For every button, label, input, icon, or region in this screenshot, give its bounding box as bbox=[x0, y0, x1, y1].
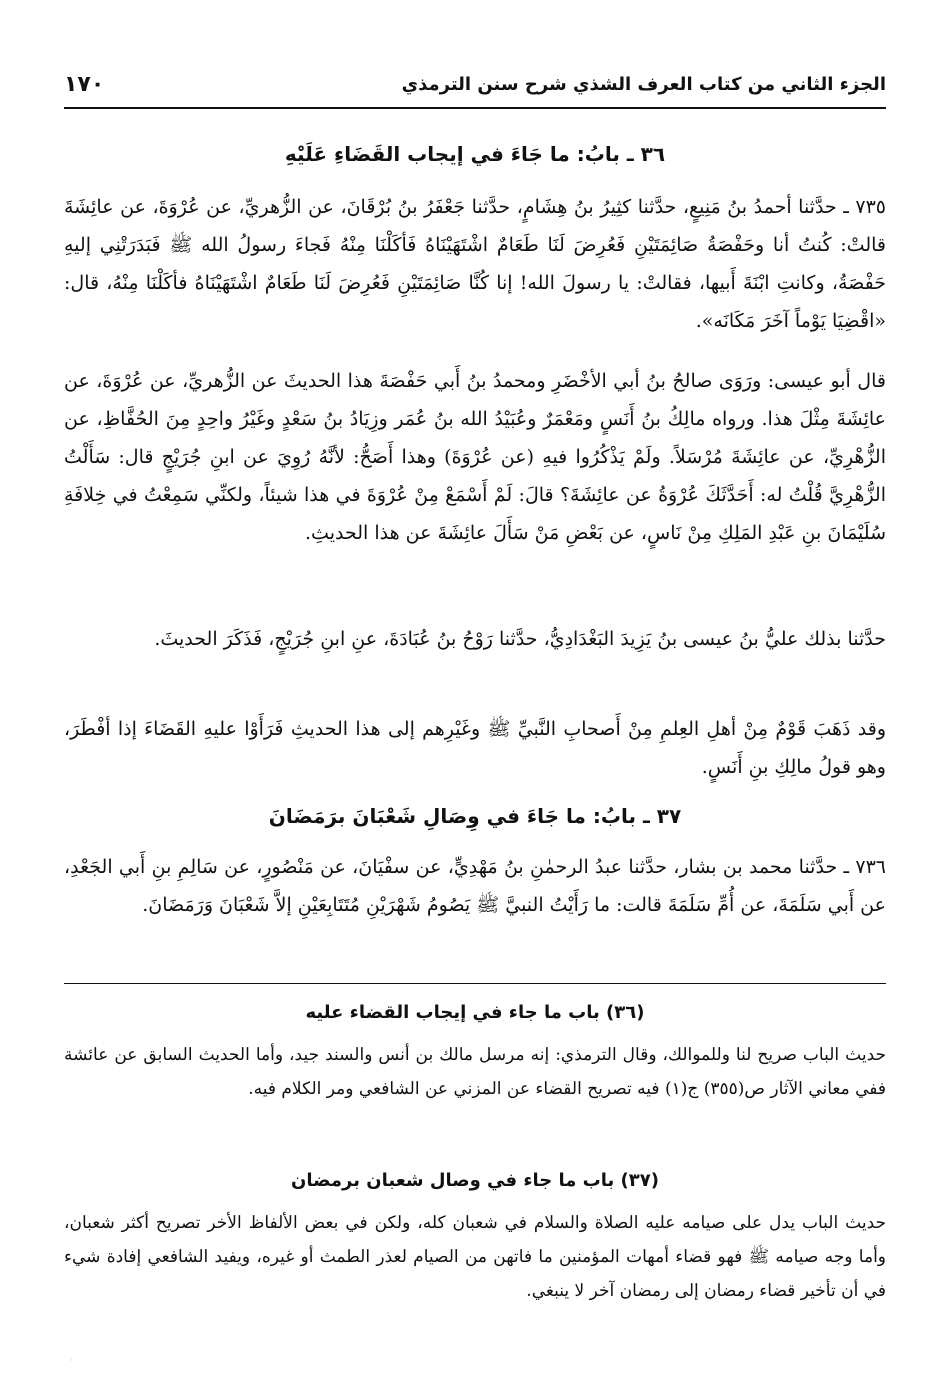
commentary-36-heading: (٣٦) باب ما جاء في إيجاب القضاء عليه bbox=[305, 1002, 645, 1023]
commentary-paragraph-abu-isa: قال أبو عيسى: ورَوَى صالحُ بنُ أبي الأخْضَرِ ومحمدُ بنُ أَبي حَفْصَةَ هذا الحديثَ عن الزُّهريِّ، عن عُرْوَةَ، عن عائِشَةَ مِثْلَ هذا. ورواه مالِكُ بنُ أَنَسٍ ومَعْمَرٌ وعُبَيْدُ الله بنُ عُمَر وزِيَادُ بنُ سَعْدٍ وغَيْرُ واحِدٍ مِنَ الحُفَّاظِ، عن الزُّهْرِيِّ، عن عائِشَةَ مُرْسَلاً. ولَمْ يَذْكُرُوا فيهِ (عن عُرْوَةَ) وهذا أَصَحُّ: لأنَّهُ رُوِيَ عن ابنِ جُرَيْجٍ قال: سَأَلْتُ الزُّهْرِيَّ قُلْتُ له: أَحَدَّثَكَ عُرْوَةُ عن عائِشَةَ؟ قالَ: لَمْ أَسْمَعْ مِنْ عُرْوَةَ في هذا شيئاً، ولكنِّي سَمِعْتُ في خِلافَةِ سُلَيْمَانَ بنِ عَبْدِ المَلِكِ مِنْ نَاسٍ، عن بَعْضِ مَنْ سَأَلَ عائِشَةَ عن هذا الحديثِ. bbox=[64, 370, 886, 544]
page-header bbox=[64, 64, 886, 104]
hadith-735: ٧٣٥ ـ حدَّثنا أحمدُ بنُ مَنِيعٍ، حدَّثنا كثِيرُ بنُ هِشَامٍ، حدَّثنا جَعْفَرُ بنُ بُرْقَانَ، عن الزُّهريِّ، عن عُرْوَةَ، عن عائِشَةَ قالتْ: كُنتُ أنا وحَفْصَةُ صَائِمَتَيْنِ فَعُرِضَ لَنَا طَعَامٌ اشْتَهَيْنَاهُ فَأكَلْنَا مِنْهُ فَجاءَ رسولُ الله ﷺ فَبَدَرَتْنِي إليهِ حَفْصَةُ، وكانتِ ابْنَةَ أَبيها، فقالتْ: يا رسولَ الله! إنا كُنَّا صَائِمَتَيْنِ فَعُرِضَ لَنَا طَعَامٌ اشْتَهَيْنَاهُ فأكَلْنَا مِنْهُ، قال: «اقْضِيَا يَوْماً آخَرَ مَكَانَه». bbox=[64, 196, 886, 332]
page-number: ١٧٠ bbox=[64, 71, 105, 97]
chapter-37-heading: ٣٧ ـ بابُ: ما جَاءَ في وِصَالِ شَعْبَانَ برَمَضَانَ bbox=[268, 804, 682, 828]
chain-paragraph: حدَّثنا بذلك عليُّ بنُ عيسى بنُ يَزِيدَ البَغْدَادِيُّ، حدَّثنا رَوْحُ بنُ عُبَادَةَ، عنِ ابنِ جُرَيْجٍ، فَذَكَرَ الحديثَ. bbox=[154, 628, 886, 650]
hadith-736: ٧٣٦ ـ حدَّثنا محمد بن بشار، حدَّثنا عبدُ الرحمٰنِ بنُ مَهْدِيٍّ، عن سفْيَانَ، عن مَنْصُورٍ، عن سَالِمِ بنِ أَبي الجَعْدِ، عن أَبي سَلَمَةَ، عن أُمِّ سَلَمَةَ قالت: ما رَأَيْتُ النبيَّ ﷺ يَصُومُ شَهْرَيْنِ مُتَتَابِعَيْنِ إلاَّ شَعْبَانَ وَرَمَضَانَ. bbox=[64, 856, 886, 916]
footnote-separator bbox=[64, 983, 886, 984]
chapter-36-heading: ٣٦ ـ بابُ: ما جَاءَ في إيجاب القَضَاءِ عَلَيْهِ bbox=[284, 142, 666, 166]
scan-dot: · bbox=[70, 1356, 73, 1365]
commentary-37-text: حديث الباب يدل على صيامه عليه الصلاة والسلام في شعبان كله، ولكن في بعض الألفاظ الأخر تصريح أكثر شعبان، وأما وجه صيامه ﷺ فهو قضاء أمهات المؤمنين ما فاتهن من الصيام لعذر الطمث أو غيره، ويفيد الشافعي إفادة شيء في أن تأخير قضاء رمضان إلى رمضان آخر لا ينبغي. bbox=[64, 1213, 886, 1301]
commentary-36-text: حديث الباب صريح لنا وللموالك، وقال الترمذي: إنه مرسل مالك بن أنس والسند جيد، وأما الحديث السابق عن عائشة ففي معاني الآثار ص(٣٥٥) ج(١) فيه تصريح القضاء عن المزني عن الشافعي ومر الكلام فيه. bbox=[64, 1045, 886, 1099]
running-title: الجزء الثاني من كتاب العرف الشذي شرح سنن الترمذي bbox=[401, 73, 886, 95]
scholars-opinion-paragraph: وقد ذَهَبَ قَوْمٌ مِنْ أهلِ العِلمِ مِنْ أَصحابِ النَّبيِّ ﷺ وغَيْرِهم إلى هذا الحديثِ فَرَأَوْا عليهِ القَضَاءَ إذا أفْطَرَ، وهو قولُ مالِكِ بنِ أَنَسٍ. bbox=[64, 718, 886, 778]
header-rule bbox=[64, 107, 886, 109]
commentary-37-heading: (٣٧) باب ما جاء في وصال شعبان برمضان bbox=[291, 1170, 659, 1191]
